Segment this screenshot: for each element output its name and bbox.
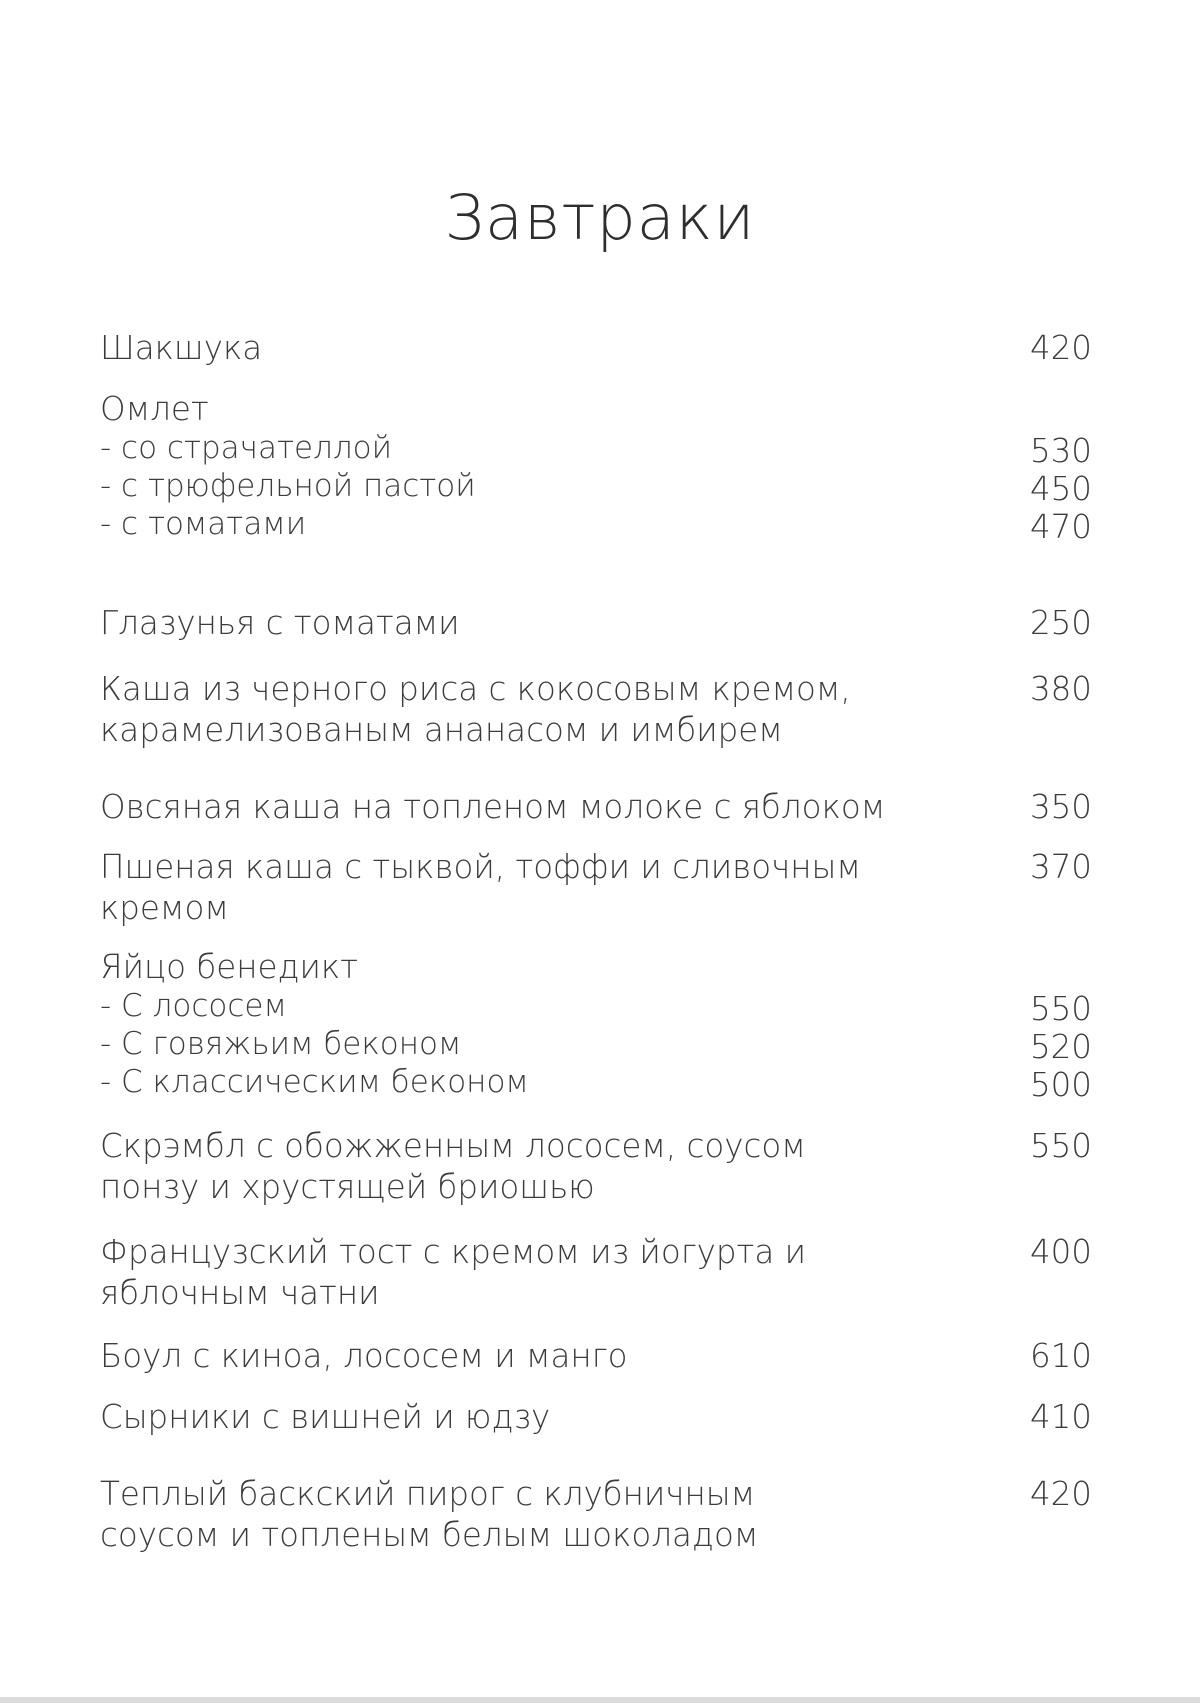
option-price: 520 [1029,1028,1092,1066]
item-price: 250 [1029,604,1092,642]
option-label: - С лососем [100,988,287,1024]
option-price: 450 [1029,470,1092,508]
option-row [100,429,1092,470]
option-price: 550 [1029,990,1092,1028]
item-price: 410 [1029,1398,1092,1436]
item-price: 400 [1029,1233,1092,1271]
item-name: Теплый баскский пирог с клубничным соусом и топленым белым шоколадом [100,1475,759,1554]
item-price: 420 [1029,329,1092,367]
item-name: Глазунья с томатами [100,604,460,642]
option-label: - с трюфельной пастой [100,468,476,504]
item-name: Французский тост с кремом из йогурта и яблочным чатни [100,1233,807,1312]
option-price: 530 [1029,432,1092,470]
option-row [100,1063,1092,1104]
menu-title: Завтраки [444,181,756,254]
option-row [100,467,1092,508]
item-price: 550 [1029,1127,1092,1165]
item-name: Сырники с вишней и юдзу [100,1398,551,1436]
page-edge [0,1697,1200,1703]
item-price: 420 [1029,1475,1092,1513]
option-label: - с томатами [100,506,307,542]
item-name: Яйцо бенедикт [100,948,359,986]
option-row [100,1025,1092,1066]
option-label: - С говяжьим беконом [100,1026,462,1062]
option-price: 500 [1029,1066,1092,1104]
option-price: 470 [1029,508,1092,546]
option-row [100,505,1092,546]
item-price: 370 [1029,848,1092,886]
item-name: Каша из черного риса с кокосовым кремом, карамелизованым ананасом и имбирем [100,670,851,749]
item-name: Овсяная каша на топленом молоке с яблоком [100,788,886,826]
item-name: Шакшука [100,329,263,367]
item-name: Скрэмбл с обожженным лососем, соусом понзу и хрустящей бриошью [100,1127,806,1206]
option-row [100,987,1092,1028]
option-label: - С классическим беконом [100,1064,529,1100]
item-name: Боул с киноа, лососем и манго [100,1337,628,1375]
item-name: Омлет [100,390,209,428]
option-label: - со страчателлой [100,430,393,466]
item-name: Пшеная каша с тыквой, тоффи и сливочным кремом [100,848,861,927]
item-price: 610 [1029,1337,1092,1375]
item-price: 350 [1029,788,1092,826]
item-price: 380 [1029,670,1092,708]
